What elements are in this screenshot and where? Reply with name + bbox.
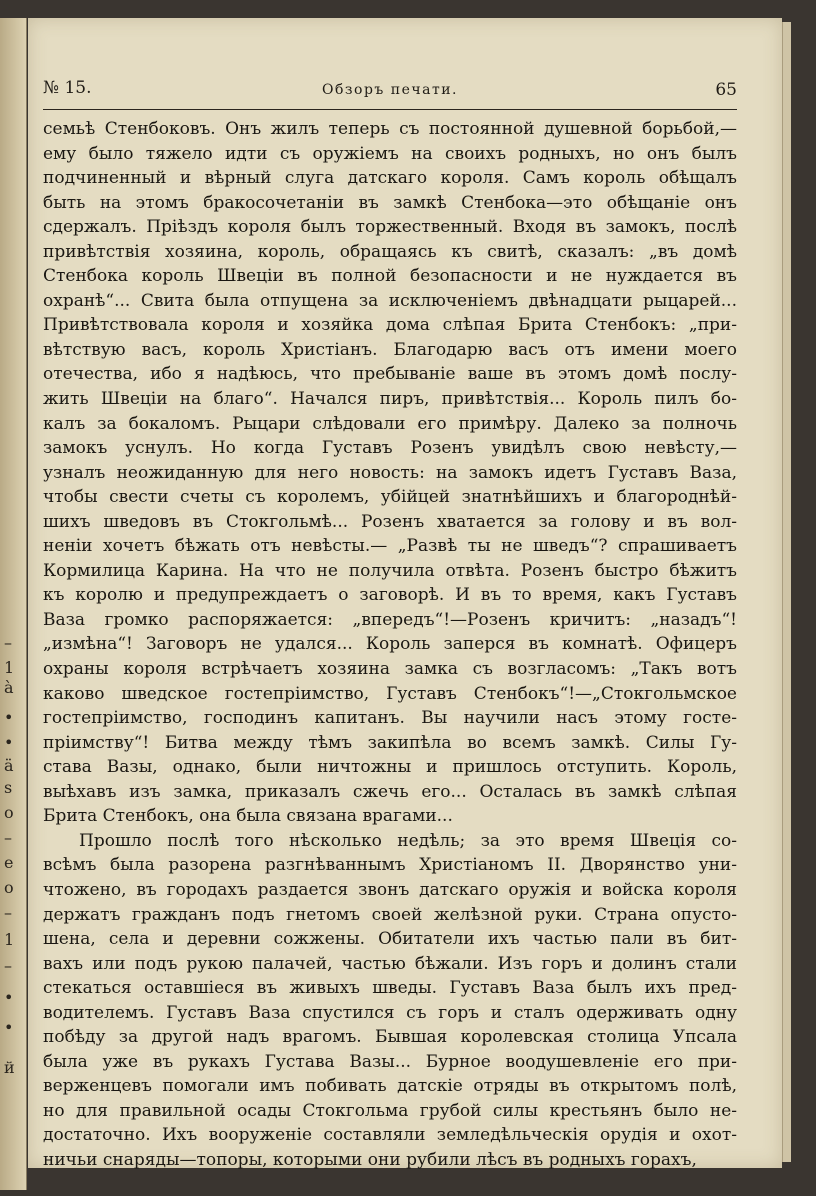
text-line: сдержалъ. Пріѣздъ короля былъ торжественный. Входя въ замокъ, послѣ [43, 217, 737, 238]
text-line: гостепріимство, господинъ капитанъ. Вы научили насъ этому госте- [43, 708, 737, 729]
text-line: ничьи снаряды—топоры, которыми они рубили лѣсъ въ родныхъ горахъ, [43, 1149, 697, 1170]
text-line: верженцевъ помогали имъ побивать датскіе отряды въ открытомъ полѣ, [43, 1076, 737, 1097]
running-header [43, 76, 737, 104]
margin-fragment: ä [4, 756, 14, 775]
text-line: всѣмъ была разорена разгнѣваннымъ Христіаномъ II. Дворянство уни- [43, 855, 737, 876]
text-line: подчиненный и вѣрный слуга датскаго короля. Самъ король обѣщалъ [43, 168, 737, 189]
text-line: пріимству“! Битва между тѣмъ закипѣла во всемъ замкѣ. Силы Гу- [43, 732, 737, 753]
margin-fragment: • [4, 733, 14, 752]
text-line: шихъ шведовъ въ Стокгольмѣ... Розенъ хватается за голову и въ вол- [43, 511, 737, 532]
book-page [28, 18, 782, 1168]
text-line: была уже въ рукахъ Густава Вазы... Бурное воодушевленіе его при- [43, 1051, 737, 1072]
previous-page-edge [0, 18, 27, 1190]
text-line: охранѣ“... Свита была отпущена за исключеніемъ двѣнадцати рыцарей... [43, 290, 737, 311]
text-line: неніи хочетъ бѣжать отъ невѣсты.— „Развѣ ты не шведъ“? спрашиваетъ [43, 536, 737, 557]
text-line: выѣхавъ изъ замка, приказалъ сжечь его... Осталась въ замкѣ слѣпая [43, 781, 737, 802]
text-line: става Вазы, однако, были ничтожны и пришлось отступить. Король, [43, 757, 737, 778]
margin-fragment: à [4, 678, 14, 697]
text-line: достаточно. Ихъ вооруженіе составляли земледѣльческія орудія и охот- [43, 1125, 737, 1146]
text-line: шена, села и деревни сожжены. Обитатели ихъ частью пали въ бит- [43, 929, 737, 950]
margin-fragment: – [4, 903, 12, 922]
text-line: жить Швеціи на благо“. Начался пиръ, привѣтствія... Король пилъ бо- [43, 389, 737, 410]
margin-fragment: й [4, 1058, 15, 1077]
running-title: Обзоръ печати. [321, 82, 459, 98]
text-line: Брита Стенбокъ, она была связана врагами... [43, 806, 453, 827]
margin-fragment: • [4, 1018, 14, 1037]
issue-number: № 15. [43, 78, 92, 98]
page-edge [782, 22, 791, 1162]
text-line: ему было тяжело идти съ оружіемъ на своихъ родныхъ, но онъ былъ [43, 143, 737, 164]
text-line: чтожено, въ городахъ раздается звонъ датскаго оружія и войска короля [43, 879, 737, 900]
margin-fragment: o [4, 803, 14, 822]
margin-fragment: – [4, 956, 12, 975]
text-line: отечества, ибо я надѣюсь, что пребываніе ваше въ этомъ домѣ послу- [43, 364, 737, 385]
header-rule [43, 109, 737, 110]
text-line: Привѣтствовала короля и хозяйка дома слѣпая Брита Стенбокъ: „при- [43, 315, 737, 336]
text-line: чтобы свести счеты съ королемъ, убійцей знатнѣйшихъ и благороднѣй- [43, 487, 737, 508]
text-line: вахъ или подъ рукою палачей, частью бѣжали. Изъ горъ и долинъ стали [43, 953, 737, 974]
text-line: семьѣ Стенбоковъ. Онъ жилъ теперь съ постоянной душевной борьбой,— [43, 119, 737, 139]
text-line: побѣду за другой надъ врагомъ. Бывшая королевская столица Упсала [43, 1027, 737, 1048]
text-line: узналъ неожиданную для него новость: на замокъ идетъ Густавъ Ваза, [43, 462, 737, 483]
text-line: держатъ гражданъ подъ гнетомъ своей желѣзной руки. Страна опусто- [43, 904, 737, 925]
margin-fragment: 1 [4, 658, 15, 677]
text-line: Стенбока король Швеціи въ полной безопасности и не нуждается въ [43, 266, 737, 287]
text-line: но для правильной осады Стокгольма грубой силы крестьянъ было не- [43, 1100, 737, 1121]
body-text [43, 117, 737, 1173]
text-line: стекаться оставшіеся въ живыхъ шведы. Густавъ Ваза былъ ихъ пред- [43, 978, 737, 999]
margin-fragment: – [4, 828, 12, 847]
text-line: „измѣна“! Заговоръ не удался... Король заперся въ комнатѣ. Офицеръ [43, 634, 737, 655]
text-line: привѣтствія хозяина, король, обращаясь къ свитѣ, сказалъ: „въ домѣ [43, 241, 737, 262]
margin-fragment: o [4, 878, 14, 897]
text-line: къ королю и предупреждаетъ о заговорѣ. И въ то время, какъ Густавъ [43, 585, 737, 606]
text-line: калъ за бокаломъ. Рыцари слѣдовали его примѣру. Далеко за полночь [43, 413, 737, 434]
margin-fragment: • [4, 708, 14, 727]
page-number: 65 [715, 80, 737, 100]
text-line: Кормилица Карина. На что не получила отвѣта. Розенъ быстро бѣжитъ [43, 560, 737, 581]
text-line: охраны короля встрѣчаетъ хозяина замка съ возгласомъ: „Такъ вотъ [43, 659, 737, 680]
margin-fragment: s [4, 778, 13, 797]
text-line: вѣтствую васъ, король Христіанъ. Благодарю васъ отъ имени моего [43, 339, 737, 360]
text-line: Прошло послѣ того нѣсколько недѣль; за это время Швеція со- [79, 830, 737, 851]
text-line: замокъ уснулъ. Но когда Густавъ Розенъ увидѣлъ свою невѣсту,— [43, 438, 737, 459]
text-line: быть на этомъ бракосочетаніи въ замкѣ Стенбока—это обѣщаніе онъ [43, 192, 737, 213]
margin-fragment: • [4, 988, 14, 1007]
text-line: водителемъ. Густавъ Ваза спустился съ горъ и сталъ одерживать одну [43, 1002, 737, 1023]
text-line: каково шведское гостепріимство, Густавъ Стенбокъ“!—„Стокгольмское [43, 683, 737, 704]
margin-fragment: 1 [4, 930, 15, 949]
margin-fragment: e [4, 853, 14, 872]
text-line: Ваза громко распоряжается: „впередъ“!—Розенъ кричитъ: „назадъ“! [43, 609, 737, 630]
margin-fragment: – [4, 633, 12, 652]
